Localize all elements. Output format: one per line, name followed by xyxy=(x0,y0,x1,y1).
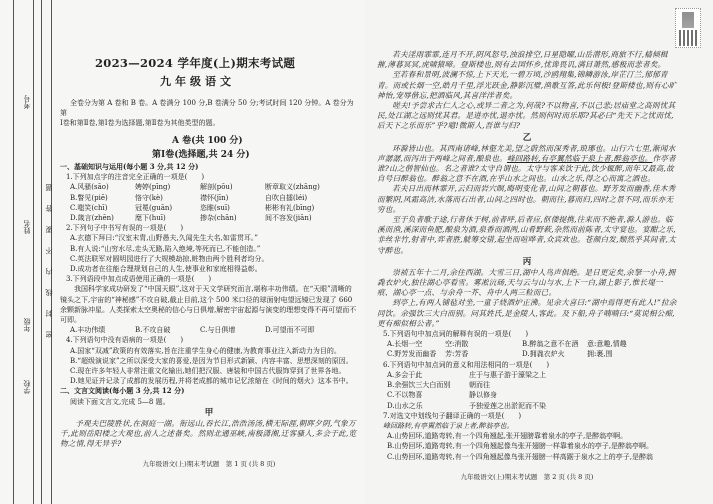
qr-code-sticker xyxy=(675,8,701,48)
question-1-option-row xyxy=(60,193,358,203)
passage-jia-continued xyxy=(377,50,677,132)
question-4-option-c: C.现在许多年轻人非常注重文化输出,她们把汉服、唐装和中国古代服饰穿到了世界各地。 xyxy=(70,367,346,376)
question-1-option: 恪守(kè) xyxy=(135,193,163,202)
question-6-option-compare: 静以修身 xyxy=(469,391,497,400)
question-1-option: 断章取义(zhāng) xyxy=(265,183,320,192)
instructions-line-1: 全卷分为第 A 卷和 B 卷。A 卷满分 100 分,B 卷满分 50 分;考试时间 120 分钟。A 卷分为第 xyxy=(60,99,354,118)
question-4: 4.下列语句中没有语病的一项是( ) xyxy=(66,336,184,345)
question-5-option: A.长烟一空 xyxy=(387,340,423,349)
question-1-option: D.箴言(zhēn) xyxy=(70,214,114,223)
question-1-option: C.嗤笑(chī) xyxy=(70,203,108,212)
question-1-option: 恣睢(suī) xyxy=(200,203,230,212)
binding-line xyxy=(13,0,14,504)
qr-code-icon xyxy=(679,30,697,46)
question-5-option-meaning: 拥:裹,围 xyxy=(587,350,613,359)
passage-jia-text: 予观夫巴陵胜状,在洞庭一湖。衔远山,吞长江,浩浩汤汤,横无际涯,朝晖夕阴,气象万千,此则岳阳楼之大观也,前人之述备矣。然则北通巫峡,南极潇湘,迁客骚人,多会于此,览物之情,得无异乎? xyxy=(60,418,357,449)
question-2-option-a: A.玄德下拜曰:“汉室末胄,山野愚夫,久闻先生大名,如雷贯耳。” xyxy=(70,234,258,243)
passage-paragraph: 若夫日出而林霏开,云归而岩穴暝,晦明变化者,山间之朝暮也。野芳发而幽香,佳木秀而繁阴,风霜高洁,水落而石出者,山间之四时也。朝而往,暮而归,四时之景不同,而乐亦无穷也。 xyxy=(377,184,676,214)
question-5: 5.下列语句中加点词的解释有误的一项是( ) xyxy=(383,330,529,339)
question-3-options xyxy=(60,325,358,335)
question-3: 3.下列语段中加点成语使用正确的一项是( ) xyxy=(66,275,212,284)
seal-line-notice: 密封线内不要答题 xyxy=(45,170,53,338)
question-1-option: 娉婷(pīng) xyxy=(135,183,171,192)
question-6-option: C.不以物喜 xyxy=(387,391,423,400)
passage-jia-label: 甲 xyxy=(204,407,214,418)
question-1-option: 彬彬有礼(bīng) xyxy=(265,203,315,212)
question-6-option: B.余强饮三大白而别 xyxy=(387,381,451,390)
binding-line xyxy=(41,0,42,504)
question-1-option: 襟怀(jīn) xyxy=(200,193,229,202)
page-2-body xyxy=(377,50,677,482)
question-1-option-row xyxy=(60,182,358,192)
question-5-option-meaning: 空:消散 xyxy=(445,340,469,349)
question-1-option-row xyxy=(60,213,358,223)
instructions xyxy=(60,98,358,129)
question-3-option-a: A.丰功伟绩 xyxy=(70,326,106,335)
name-label: 姓名 xyxy=(23,220,31,234)
passage-paragraph: 至若春和景明,波澜不惊,上下天光,一碧万顷,沙鸥翔集,锦鳞游泳,岸芷汀兰,郁郁青青。而或长烟一空,皓月千里,浮光跃金,静影沉璧,渔歌互答,此乐何极!登斯楼也,则有心旷神怡,宠辱偕忘,把酒临风,其喜洋洋者矣。 xyxy=(377,70,677,100)
question-6-option-compare: 庄于与惠子游于濠梁之上 xyxy=(469,370,546,379)
question-5-option: B.醉翁之意不在酒 xyxy=(522,340,579,349)
page-footer: 九年级语文(上)期末考试题 第 1 页 (共 8 页) xyxy=(142,460,276,469)
passage-paragraph: 嗟夫!予尝求古仁人之心,或异二者之为,何哉?不以物喜,不以己悲;居庙堂之高则忧其民,处江湖之远则忧其君。是进亦忧,退亦忧。然则何时而乐耶?其必曰“先天下之忧而忧,后天下之乐而乐”乎?噫!微斯人,吾谁与归? xyxy=(377,101,676,131)
passage-paragraph: 到亭上,有两人铺毡对坐,一童子烧酒炉正沸。见余大喜曰:“湖中焉得更有此人!”拉余同饮。余强饮三大白而别。问其姓氏,是金陵人,客此。及下船,舟子喃喃曰:“莫说相公痴,更有痴似相公者。” xyxy=(377,298,677,328)
question-7-quote: 峰回路转,有亭翼然临于泉上者,醉翁亭也。 xyxy=(383,421,514,430)
question-4-option-a: A.国家“双减”政策的有效落实,旨在注重学生身心的健康,为教育事业注入新动力为目的。 xyxy=(70,346,341,355)
question-2-option-d: D.成功者在往能合理规划自己的人生,使事业和家庭相得益彰。 xyxy=(70,265,262,274)
question-7-option-b: B.山势回环,道路弯转,有一个四角翘起像鸟张开翅膀一样靠着泉水的亭子,是醉翁亭啊。 xyxy=(387,442,654,451)
binding-line xyxy=(33,0,34,504)
question-5-option-meaning: 意:意趣,情趣 xyxy=(587,340,627,349)
instructions-line-2: Ⅰ卷和第Ⅱ卷,第Ⅰ卷为选择题,第Ⅱ卷为其他类型的题。 xyxy=(60,119,220,128)
part-1-heading: 第Ⅰ卷(选择题,共 24 分) xyxy=(152,150,250,160)
question-7: 7.对选文中划线句子翻译正确的一项是( ) xyxy=(383,411,522,420)
exam-number-label: 考号 xyxy=(23,95,31,109)
section-1-heading: 一、基础知识与运用(每小题 3 分,共 12 分) xyxy=(60,162,199,171)
question-1-option: B.瞥见(piē) xyxy=(70,193,108,202)
section-2-heading: 二、文言文阅读(每小题 3 分,共 12 分) xyxy=(60,386,185,396)
logo-icon xyxy=(682,12,694,28)
question-1-option: A.风骚(sāo) xyxy=(70,183,109,192)
passage-paragraph: 若夫淫雨霏霏,连月不开,阴风怒号,浊浪排空,日星隐曜,山岳潜形,商旅不行,樯倾楫摧,薄暮冥冥,虎啸猿啼。登斯楼也,则有去国怀乡,忧谗畏讥,满目萧然,感极而悲者矣。 xyxy=(377,50,668,70)
passage-paragraph: 至于负者歌于途,行者休于树,前者呼,后者应,伛偻提携,往来而不绝者,滁人游也。临溪而渔,溪深而鱼肥,酿泉为酒,泉香而酒洌,山肴野蔌,杂然而前陈者,太守宴也。宴酣之乐,非丝非竹,射者中,弈者胜,觥筹交错,起坐而喧哗者,众宾欢也。苍颜白发,颓然乎其间者,太守醉也。 xyxy=(377,215,676,255)
question-6-option-compare: 朝而往 xyxy=(469,381,490,390)
volume-a-heading: A 卷(共 100 分) xyxy=(172,136,243,146)
question-1-option: 间不容发(jiān) xyxy=(265,214,312,223)
passage-yi-label: 乙 xyxy=(522,132,532,143)
underlined-sentence: 峰回路转,有亭翼然临于泉上者,醉翁亭也。 xyxy=(506,153,653,163)
exam-title: 2023—2024 学年度(上)期末考试题 xyxy=(95,56,296,70)
passage-yi-paragraph-1 xyxy=(377,144,677,185)
passage-yi-rest xyxy=(377,184,677,255)
exam-page-2 xyxy=(365,0,713,504)
question-1-option: 冠冕(guān) xyxy=(135,203,173,212)
question-4-option-b: B.“超级演说家”之所以深受大家的喜爱,是因为节目形式新颖、内容丰富、思想深刻的原因。 xyxy=(70,356,353,365)
question-1-option: 解剖(pōu) xyxy=(200,183,233,192)
passage-bing-label: 丙 xyxy=(522,256,532,267)
question-6-options xyxy=(377,370,677,411)
question-5-option-meaning: 芳:芳香 xyxy=(445,350,469,359)
question-5-option: C.野芳发而幽香 xyxy=(387,350,437,359)
question-3-passage: 我国科学家成功研发了“中国天眼”,这对于天文学研究而言,堪称丰功伟绩。在“天眼”清晰的镜头之下,宇宙的“神秘感”不攻自破,截止目前,这个 500 米口径的球面射电望远镜已发现了 660 余颗新脉冲星。人类探索太空奥秘的信心与日俱增,解密宇宙起源与演变的理想变得不再可望而不可即。 xyxy=(60,285,357,325)
question-2-option-b: B.有人说:“山穷水尽,走头无路,陷入绝境,等死而已,不能创造。” xyxy=(70,244,261,253)
question-6: 6.下列语句中加点词的意义和用法相同的一项是( ) xyxy=(383,360,550,369)
passage-yi-text: 环滁皆山也。其西南诸峰,林壑尤美,望之蔚然而深秀者,琅琊也。山行六七里,渐闻水声潺潺,而泻出于两峰之间者,酿泉也。 xyxy=(377,143,676,163)
exam-subject: 九年级语文 xyxy=(160,75,235,88)
question-3-option-b: B.不攻自破 xyxy=(135,326,171,335)
page-1-body xyxy=(60,162,358,469)
question-5-option: D.拥毳衣炉火 xyxy=(522,350,565,359)
question-7-option-c: C.山势回环,道路弯转,有一个四角翘起像鸟张开翅膀一样高踞于泉水之上的亭子,是醉翁 xyxy=(387,452,654,461)
reading-instruction: 阅读下面文言文,完成 5—8 题。 xyxy=(70,397,170,406)
grade-label: 年级 xyxy=(23,318,31,332)
question-4-option-d: D.她见证并记录了成都的发展历程,并将老成都的城市记忆浓缩在《时间的烟火》这本书中。 xyxy=(70,377,353,386)
question-1-option: 掺杂(chān) xyxy=(200,214,237,223)
page-footer: 九年级语文(上)期末考试题 第 2 页 (共 8 页) xyxy=(460,472,594,481)
question-3-option-d: D.可望而不可即 xyxy=(265,326,315,335)
question-1-option: 麾下(huī) xyxy=(135,214,166,223)
question-2: 2.下列句子中书写有误的一项是( ) xyxy=(66,224,184,233)
question-6-option: D.山水之乐 xyxy=(387,401,423,410)
question-6-option: A.多会于此 xyxy=(387,370,423,379)
school-label: 学校 xyxy=(23,380,31,394)
question-1: 1.下列加点字的注音完全正确的一项是( ) xyxy=(66,173,205,182)
question-5-options xyxy=(377,339,677,359)
question-2-option-c: C.英法联军对圆明园进行了大规模劫掠,赃物由两个胜利者均分。 xyxy=(70,254,269,263)
passage-yi-text: 作亭者谁?山之僧智仙也。名之者谁?太守自谓也。太守与客来饮于此,饮少辄醉,而年又最高,故自号曰醉翁也。醉翁之意不在酒,在乎山水之间也。山水之乐,得之心而寓之酒也。 xyxy=(377,153,676,184)
question-1-option: 自吹自擂(léi) xyxy=(265,193,308,202)
question-6-option-compare: 予独爱莲之出淤泥而不染 xyxy=(469,401,546,410)
question-1-options xyxy=(60,182,358,223)
passage-bing xyxy=(377,268,677,329)
passage-paragraph: 崇祯五年十二月,余住西湖。大雪三日,湖中人鸟声俱绝。是日更定矣,余拏一小舟,拥毳衣炉火,独往湖心亭看雪。雾凇沆砀,天与云与山与水,上下一白,湖上影子,惟长堤一痕、湖心亭一点、与余舟一芥、舟中人两三粒而已。 xyxy=(377,267,676,298)
question-3-option-c: C.与日俱增 xyxy=(200,326,236,335)
question-7-option-a: A.山势回环,道路弯转,有一个四角翘起,张开翅膀靠着泉水的亭子,是醉翁亭啊。 xyxy=(387,432,628,441)
question-1-option-row xyxy=(60,203,358,213)
